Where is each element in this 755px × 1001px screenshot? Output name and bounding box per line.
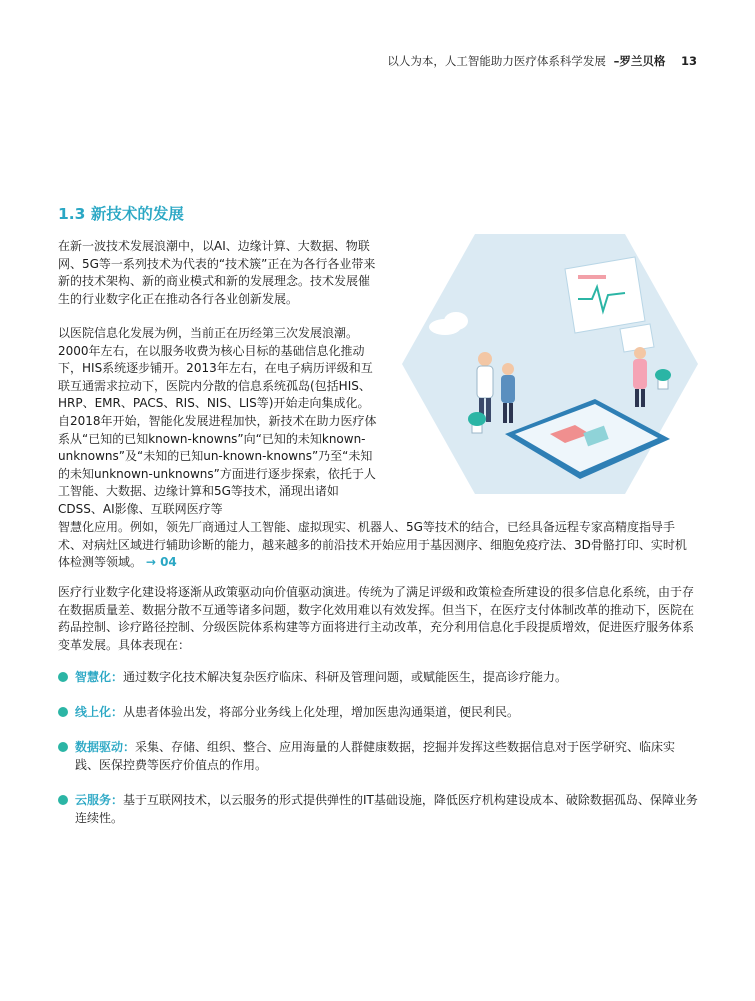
bullet-term: 数据驱动： <box>75 740 136 754</box>
medical-tech-illustration <box>400 229 700 499</box>
paragraph-hospital-it: 以医院信息化发展为例，当前正在历经第三次发展浪潮。2000年左右，在以服务收费为核心目标的基础信息化推动下，HIS系统逐步铺开。2013年左右，在电子病历评级和互联互通需求拉动下，医院内分散的信息系统孤岛(包括HIS、HRP、EMR、PACS、RIS、NIS、LIS等)开始走向集成化。自2018年开始，智能化发展进程加快，新技术在助力医疗体系从“已知的已知known-knowns”向“已知的未知known-unknowns”及“未知的已知un-known-knowns”乃至“未知的未知unknown-unknowns”方面进行逐步探索，依托于人工智能、大数据、边缘计算和5G等技术，涌现出诸如CDSS、AI影像、互联网医疗等 <box>58 326 377 516</box>
paragraph-policy-to-value: 医疗行业数字化建设将逐渐从政策驱动向价值驱动演进。传统为了满足评级和政策检查所建设的很多信息化系统，由于存在数据质量差、数据分散不互通等诸多问题，数字化效用难以有效发挥。但当下，在医疗支付体制改革的推动下，医院在药品控制、诊疗路径控制、分级医院体系构建等方面将进行主动改革，充分利用信息化手段提质增效，促进医疗服务体系变革发展。具体表现在： <box>58 585 695 652</box>
paragraph-smart-apps <box>58 519 698 572</box>
bullet-dot-icon <box>58 672 68 682</box>
bullet-term: 云服务： <box>75 793 124 807</box>
bullet-dot-icon <box>58 742 68 752</box>
bullet-dot-icon <box>58 795 68 805</box>
figure-reference-link[interactable]: → 04 <box>145 555 177 570</box>
list-item <box>58 668 698 686</box>
bullet-term: 智慧化： <box>75 670 124 684</box>
bullet-text: 从患者体验出发，将部分业务线上化处理，增加医患沟通渠道，便民利民。 <box>123 705 520 719</box>
page-number: 13 <box>680 54 697 68</box>
bullet-dot-icon <box>58 707 68 717</box>
header-brand: –罗兰贝格 <box>613 54 666 68</box>
bullet-text: 基于互联网技术，以云服务的形式提供弹性的IT基础设施，降低医疗机构建设成本、破除数据孤岛、保障业务连续性。 <box>75 793 698 825</box>
section-title: 1.3 新技术的发展 <box>58 205 184 223</box>
list-item <box>58 738 698 774</box>
list-item <box>58 791 698 827</box>
bullet-list <box>58 668 698 844</box>
bullet-text: 采集、存储、组织、整合、应用海量的人群健康数据，挖掘并发挥这些数据信息对于医学研究、临床实践、医保控费等医疗价值点的作用。 <box>75 740 676 772</box>
paragraph-smart-apps-text: 智慧化应用。例如，领先厂商通过人工智能、虚拟现实、机器人、5G等技术的结合，已经具备远程专家高精度指导手术、对病灶区域进行辅助诊断的能力，越来越多的前沿技术开始应用于基因测序、细胞免疫疗法、3D骨骼打印、实时机体检测等领域。 <box>58 520 687 570</box>
paragraph-tech-cluster: 在新一波技术发展浪潮中，以AI、边缘计算、大数据、物联网、5G等一系列技术为代表的“技术簇”正在为各行各业带来新的技术架构、新的商业模式和新的发展理念。技术发展催生的行业数字化正在推动各行各业创新发展。 <box>58 239 376 306</box>
page-header <box>387 53 697 69</box>
header-title: 以人为本，人工智能助力医疗体系科学发展 <box>387 54 606 68</box>
list-item <box>58 703 698 721</box>
medical-chart-icon <box>565 257 645 333</box>
bullet-text: 通过数字化技术解决复杂医疗临床、科研及管理问题，或赋能医生，提高诊疗能力。 <box>123 670 568 684</box>
bullet-term: 线上化： <box>75 705 124 719</box>
